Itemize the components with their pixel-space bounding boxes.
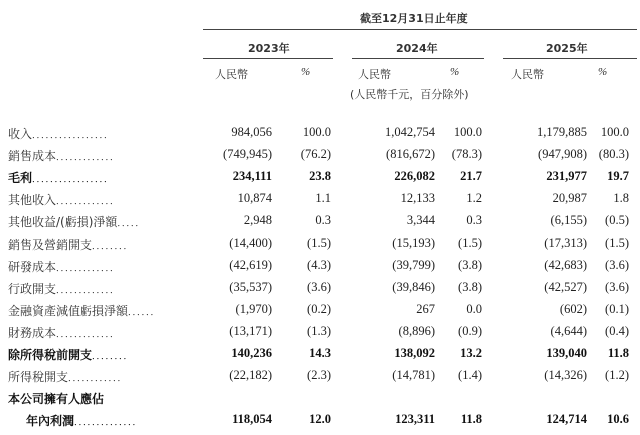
row-label: 行政開支．．．．．．．．．．．．．	[8, 282, 120, 296]
row-leader-dots: ．．．．．．．．．．．．．	[56, 153, 120, 163]
cell-pct-2025: (3.6)	[605, 258, 629, 272]
cell-amount-2025: 139,040	[546, 346, 587, 360]
currency-label-2025: 人民幣	[511, 68, 544, 81]
cell-amount-2024: 226,082	[394, 169, 435, 183]
row-label: 收入．．．．．．．．．．．．．．．．．	[8, 127, 114, 141]
cell-amount-2024: (8,896)	[398, 324, 435, 338]
unit-note: (人民幣千元，百分除外)	[350, 88, 469, 101]
cell-pct-2024: (0.9)	[458, 324, 482, 338]
row-leader-dots: ．．．．．．．．．．．．．．．．．	[32, 131, 114, 141]
cell-pct-2023: (2.3)	[307, 368, 331, 382]
period-rule	[203, 29, 637, 30]
cell-pct-2025: (0.5)	[605, 213, 629, 227]
cell-pct-2023: (1.3)	[307, 324, 331, 338]
cell-amount-2025: 231,977	[546, 169, 587, 183]
row-label: 毛利．．．．．．．．．．．．．．．．．	[8, 171, 114, 185]
row-leader-dots: ．．．．．．．．．．．．．	[56, 330, 120, 340]
cell-amount-2024: 3,344	[406, 213, 435, 227]
cell-amount-2023: 140,236	[231, 346, 272, 360]
percent-label-2024: %	[450, 66, 460, 78]
cell-pct-2024: (1.4)	[458, 368, 482, 382]
percent-label-2023: %	[301, 66, 311, 78]
cell-pct-2024: 11.8	[460, 412, 482, 426]
cell-pct-2024: 100.0	[453, 125, 482, 139]
cell-amount-2024: (39,799)	[392, 258, 435, 272]
row-label: 研發成本．．．．．．．．．．．．．	[8, 260, 120, 274]
cell-pct-2023: (4.3)	[307, 258, 331, 272]
cell-pct-2023: 100.0	[302, 125, 331, 139]
percent-label-2025: %	[598, 66, 608, 78]
cell-amount-2024: 138,092	[394, 346, 435, 360]
cell-pct-2025: (3.6)	[605, 280, 629, 294]
cell-amount-2024: 12,133	[400, 191, 435, 205]
cell-pct-2025: (1.5)	[605, 236, 629, 250]
cell-pct-2025: (1.2)	[605, 368, 629, 382]
cell-pct-2025: 10.6	[607, 412, 629, 426]
row-leader-dots: ．．．．．．．．．．．．	[68, 374, 127, 384]
year-rule-2023	[203, 58, 333, 59]
row-label: 銷售成本．．．．．．．．．．．．．	[8, 149, 120, 163]
row-leader-dots: ．．．．．．．．	[92, 352, 133, 362]
cell-pct-2025: 100.0	[600, 125, 629, 139]
cell-amount-2025: 1,179,885	[537, 125, 587, 139]
cell-amount-2023: (35,537)	[229, 280, 272, 294]
cell-pct-2024: (1.5)	[458, 236, 482, 250]
cell-pct-2024: (78.3)	[451, 147, 482, 161]
cell-amount-2024: (14,781)	[392, 368, 435, 382]
cell-amount-2023: 984,056	[231, 125, 272, 139]
year-rule-2025	[503, 58, 637, 59]
cell-pct-2023: (76.2)	[300, 147, 331, 161]
cell-amount-2024: (15,193)	[392, 236, 435, 250]
cell-amount-2025: (4,644)	[550, 324, 587, 338]
year-header-2025: 2025年	[546, 42, 588, 55]
cell-amount-2023: (1,970)	[235, 302, 272, 316]
row-leader-dots: ．．．．．．	[128, 308, 160, 318]
cell-amount-2025: 124,714	[546, 412, 587, 426]
row-label: 年內利潤．．．．．．．．．．．．．．	[26, 414, 142, 428]
cell-amount-2023: (14,400)	[229, 236, 272, 250]
cell-pct-2024: (3.8)	[458, 258, 482, 272]
cell-pct-2023: 1.1	[315, 191, 331, 205]
cell-amount-2025: (6,155)	[550, 213, 587, 227]
cell-amount-2025: (602)	[559, 302, 587, 316]
cell-pct-2025: (0.1)	[605, 302, 629, 316]
row-leader-dots: ．．．．．．．．．．．．．．．．．	[32, 175, 114, 185]
cell-pct-2024: 13.2	[460, 346, 482, 360]
cell-amount-2023: 234,111	[232, 169, 272, 183]
cell-amount-2024: (816,672)	[386, 147, 435, 161]
row-label: 其他收益/(虧損)淨額．．．．．	[8, 215, 145, 229]
cell-pct-2024: 21.7	[460, 169, 482, 183]
cell-amount-2023: (22,182)	[229, 368, 272, 382]
cell-amount-2023: 2,948	[243, 213, 272, 227]
row-leader-dots: ．．．．．．．．．．．．．．	[74, 418, 142, 428]
cell-pct-2025: 1.8	[613, 191, 629, 205]
row-leader-dots: ．．．．．．．．．．．．．	[56, 264, 120, 274]
cell-pct-2023: (1.5)	[307, 236, 331, 250]
row-label: 銷售及營銷開支．．．．．．．．	[8, 238, 133, 252]
cell-pct-2025: (80.3)	[598, 147, 629, 161]
cell-pct-2023: 12.0	[309, 412, 331, 426]
cell-amount-2023: 10,874	[237, 191, 272, 205]
row-leader-dots: ．．．．．	[117, 219, 145, 229]
row-label: 財務成本．．．．．．．．．．．．．	[8, 326, 120, 340]
cell-pct-2023: 23.8	[309, 169, 331, 183]
currency-label-2023: 人民幣	[215, 68, 248, 81]
cell-pct-2023: (0.2)	[307, 302, 331, 316]
row-leader-dots: ．．．．．．．．	[92, 242, 133, 252]
cell-amount-2025: (17,313)	[544, 236, 587, 250]
cell-pct-2024: 0.0	[466, 302, 482, 316]
cell-pct-2023: (3.6)	[307, 280, 331, 294]
year-rule-2024	[352, 58, 484, 59]
cell-amount-2025: (947,908)	[538, 147, 587, 161]
row-label: 其他收入．．．．．．．．．．．．．	[8, 193, 120, 207]
year-header-2023: 2023年	[248, 42, 290, 55]
row-label: 所得稅開支．．．．．．．．．．．．	[8, 370, 127, 384]
cell-amount-2023: (749,945)	[223, 147, 272, 161]
cell-amount-2025: (42,683)	[544, 258, 587, 272]
cell-pct-2024: (3.8)	[458, 280, 482, 294]
cell-pct-2025: 19.7	[607, 169, 629, 183]
period-header: 截至12月31日止年度	[360, 12, 468, 25]
cell-pct-2023: 0.3	[315, 213, 331, 227]
cell-pct-2024: 0.3	[466, 213, 482, 227]
year-header-2024: 2024年	[396, 42, 438, 55]
cell-amount-2023: (13,171)	[229, 324, 272, 338]
cell-pct-2023: 14.3	[309, 346, 331, 360]
cell-pct-2025: (0.4)	[605, 324, 629, 338]
cell-amount-2025: (42,527)	[544, 280, 587, 294]
currency-label-2024: 人民幣	[358, 68, 391, 81]
cell-amount-2024: 267	[416, 302, 435, 316]
cell-amount-2025: 20,987	[552, 191, 587, 205]
cell-amount-2024: 123,311	[395, 412, 435, 426]
row-label: 金融資產減值虧損淨額．．．．．．	[8, 304, 160, 318]
cell-pct-2025: 11.8	[607, 346, 629, 360]
row-leader-dots: ．．．．．．．．．．．．．	[56, 197, 120, 207]
cell-amount-2024: 1,042,754	[385, 125, 435, 139]
row-label: 除所得稅前開支．．．．．．．．	[8, 348, 133, 362]
row-leader-dots: ．．．．．．．．．．．．．	[56, 286, 120, 296]
cell-amount-2024: (39,846)	[392, 280, 435, 294]
cell-amount-2025: (14,326)	[544, 368, 587, 382]
cell-amount-2023: 118,054	[232, 412, 272, 426]
cell-amount-2023: (42,619)	[229, 258, 272, 272]
cell-pct-2024: 1.2	[466, 191, 482, 205]
row-label: 本公司擁有人應佔	[8, 392, 105, 406]
